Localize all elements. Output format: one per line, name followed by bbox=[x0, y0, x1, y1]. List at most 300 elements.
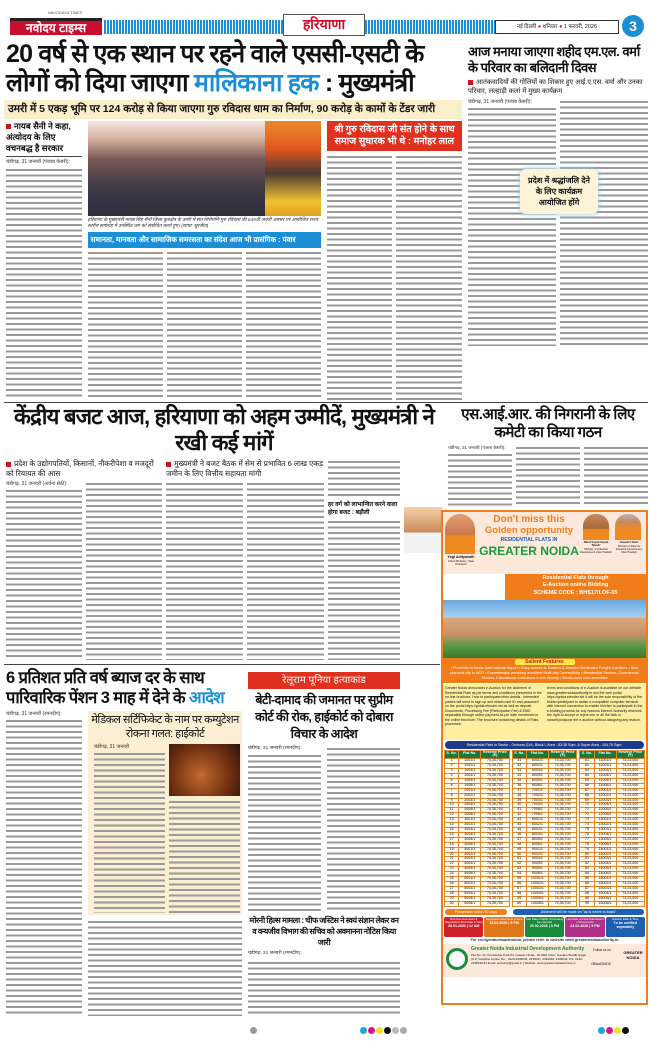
flat-no: 15001/1 bbox=[594, 877, 616, 882]
pension-body-col1 bbox=[6, 718, 82, 1016]
pension-story bbox=[6, 668, 242, 1016]
flat-no: 6002/1 bbox=[526, 764, 548, 769]
gavel-photo bbox=[169, 744, 240, 796]
reserve-price: 74,35,700 bbox=[548, 808, 576, 813]
col-price: Reserve Price (₹) bbox=[616, 750, 644, 759]
sno: 47 bbox=[512, 837, 526, 842]
budget-dateline: चंडीगढ़, 31 जनवरी (अर्चना सेठी): bbox=[6, 481, 68, 487]
minister1-photo bbox=[583, 514, 609, 540]
reserve-price: 74,35,700 bbox=[548, 783, 576, 788]
reserve-price: 74,35,700 bbox=[481, 901, 509, 906]
reserve-price: 74,35,700 bbox=[481, 813, 509, 818]
sno: 1 bbox=[445, 759, 459, 764]
sno: 32 bbox=[512, 764, 526, 769]
greater-noida-logo: GREATER NOIDA bbox=[623, 949, 643, 960]
reserve-price: 73,23,000 bbox=[616, 901, 644, 906]
budget-columns bbox=[6, 459, 442, 660]
sno: 20 bbox=[445, 852, 459, 857]
col-sno: S. No. bbox=[512, 750, 526, 759]
pension-headline-text: 6 प्रतिशत प्रति वर्ष ब्याज दर के साथ पारिवारिक पेंशन 3 माह में देने के bbox=[6, 669, 205, 707]
sno: 30 bbox=[445, 901, 459, 906]
sir-headline: एस.आई.आर. की निगरानी के लिए कमेटी का किया गठन bbox=[461, 406, 635, 441]
budget-body-col3 bbox=[166, 481, 243, 660]
sno: 66 bbox=[580, 783, 594, 788]
sno: 10 bbox=[445, 803, 459, 808]
reserve-price: 73,23,000 bbox=[616, 808, 644, 813]
date-label: Eviction Date & Time bbox=[612, 916, 639, 921]
sno: 17 bbox=[445, 837, 459, 842]
flat-no: 11001/1 bbox=[594, 759, 616, 764]
sno: 26 bbox=[445, 881, 459, 886]
sno: 13 bbox=[445, 818, 459, 823]
sno: 22 bbox=[445, 862, 459, 867]
budget-col1 bbox=[6, 481, 82, 660]
flat-no: 4003/1 bbox=[459, 857, 481, 862]
sno: 12 bbox=[445, 813, 459, 818]
medical-headline: मेडिकल सर्टिफिकेट के नाम पर कम्युटेशन रोकना गलत: हाईकोर्ट bbox=[91, 714, 239, 740]
col-sno: S. No. bbox=[580, 750, 594, 759]
flat-no: 10003/1 bbox=[526, 886, 548, 891]
sno: 72 bbox=[580, 813, 594, 818]
flat-no: 1002/1 bbox=[459, 764, 481, 769]
reserve-price: 74,35,700 bbox=[481, 862, 509, 867]
flat-no: 7002/1 bbox=[526, 793, 548, 798]
reluram-body-col2 bbox=[327, 746, 400, 912]
authority-name: Greater Noida Industrial Development Authority bbox=[471, 945, 585, 952]
reserve-price: 74,35,700 bbox=[548, 803, 576, 808]
flat-no: 9005/1 bbox=[526, 867, 548, 872]
morni-dateline: चंडीगढ़, 31 जनवरी (रमनदीप): bbox=[248, 951, 302, 956]
gnida-advertisement[interactable] bbox=[441, 510, 648, 1005]
reluram-tag: रेलूराम पूनिया हत्याकांड bbox=[248, 672, 400, 689]
reserve-price: 74,35,700 bbox=[481, 788, 509, 793]
reserve-price: 74,35,700 bbox=[548, 828, 576, 833]
ad-footer bbox=[443, 944, 646, 977]
lead-headline-highlight: मालिकाना हक bbox=[193, 69, 319, 97]
sno: 62 bbox=[580, 764, 594, 769]
flat-no: 1006/1 bbox=[459, 783, 481, 788]
sno: 40 bbox=[512, 803, 526, 808]
flat-no: 2001/1 bbox=[459, 788, 481, 793]
page-number: 3 bbox=[622, 15, 644, 37]
flat-no: 5005/1 bbox=[459, 896, 481, 901]
sno: 73 bbox=[580, 818, 594, 823]
sno: 14 bbox=[445, 823, 459, 828]
medical-body-col1 bbox=[94, 751, 165, 913]
reserve-price: 73,23,000 bbox=[616, 857, 644, 862]
flat-no: 3004/1 bbox=[459, 832, 481, 837]
reserve-price: 73,23,000 bbox=[616, 778, 644, 783]
flat-no: 13002/1 bbox=[594, 823, 616, 828]
pension-dateline: चंडीगढ़, 31 जनवरी (रमनदीप): bbox=[6, 711, 62, 717]
reserve-price: 74,35,700 bbox=[481, 818, 509, 823]
flat-no: 6001/1 bbox=[526, 759, 548, 764]
ad-scheme-code: SCHEME CODE : BHS17/LOF-05 bbox=[533, 590, 618, 596]
sno: 70 bbox=[580, 803, 594, 808]
date-value: To be notified separately bbox=[613, 920, 637, 930]
reserve-price: 73,23,000 bbox=[616, 788, 644, 793]
cm-title: Chief Minister, Uttar Pradesh bbox=[447, 558, 475, 567]
sno: 44 bbox=[512, 823, 526, 828]
sno: 63 bbox=[580, 769, 594, 774]
flat-no: 10001/1 bbox=[526, 877, 548, 882]
ad-header bbox=[443, 512, 646, 574]
reserve-price: 74,35,700 bbox=[481, 793, 509, 798]
reserve-price: 73,23,000 bbox=[616, 862, 644, 867]
reserve-price: 74,35,700 bbox=[481, 808, 509, 813]
reserve-price: 73,23,000 bbox=[616, 769, 644, 774]
flat-no: 2003/1 bbox=[459, 798, 481, 803]
red-box-headline: श्री गुरु रविदास जी संत होने के साथ समाज सुधारक भी थे : मनोहर लाल bbox=[327, 121, 462, 151]
flat-no: 12005/1 bbox=[594, 808, 616, 813]
col-price: Reserve Price (₹) bbox=[548, 750, 576, 759]
reserve-price: 74,35,700 bbox=[548, 857, 576, 862]
date-label: Last Date of Final Submission of Documents bbox=[566, 916, 604, 924]
sir-dateline: चंडीगढ़, 31 जनवरी (पंजाब केसरी): bbox=[448, 445, 506, 450]
sno: 6 bbox=[445, 783, 459, 788]
ad-lower bbox=[443, 658, 646, 977]
sno: 80 bbox=[580, 852, 594, 857]
sir-body-col2 bbox=[516, 445, 580, 506]
reserve-price: 74,35,700 bbox=[548, 798, 576, 803]
sno: 16 bbox=[445, 832, 459, 837]
sno: 33 bbox=[512, 769, 526, 774]
flat-no: 15003/1 bbox=[594, 886, 616, 891]
ad-tagline-4: GREATER NOIDA bbox=[479, 544, 579, 558]
sno: 38 bbox=[512, 793, 526, 798]
flat-no: 9002/1 bbox=[526, 852, 548, 857]
sno: 74 bbox=[580, 823, 594, 828]
reserve-price: 74,35,700 bbox=[548, 823, 576, 828]
lead-strap: उमरी में 5 एकड़ भूमि पर 124 करोड़ से किया जाएगा गुरु रविदास धाम का निर्माण, 90 करोड़ के कामों के टेंडर जारी bbox=[4, 100, 462, 119]
date-label: Brochure Download & Registration Start Date & Time bbox=[444, 916, 483, 924]
reserve-price: 74,35,700 bbox=[548, 759, 576, 764]
sno: 79 bbox=[580, 847, 594, 852]
budget-group-4 bbox=[404, 459, 442, 660]
minister1-caption bbox=[579, 541, 613, 554]
lead-body-col3 bbox=[167, 250, 242, 400]
flat-no: 11004/1 bbox=[594, 774, 616, 779]
flat-no: 6005/1 bbox=[526, 778, 548, 783]
sno: 24 bbox=[445, 872, 459, 877]
flat-no: 9006/1 bbox=[526, 872, 548, 877]
sno: 51 bbox=[512, 857, 526, 862]
morni-body bbox=[248, 960, 400, 1016]
flats-table-group bbox=[444, 750, 510, 907]
reserve-price: 73,23,000 bbox=[616, 891, 644, 896]
reserve-price: 74,35,700 bbox=[481, 881, 509, 886]
masthead-small-label: NAVODAYA TIMES bbox=[48, 10, 83, 15]
sno: 54 bbox=[512, 872, 526, 877]
ad-info-left: Greater Noida announces e-Auction for the allotment of Residential Flats as per terms and conditions prescribed in the on-line brochure. How to participate/other details : Interested parties will need to sign up and obtain user ID and password on the portal https://gnida.etender.sbi as well as deposit Documents, Processing Fee (Participation Fee) & EMD separately through online payment as per date mentioned in the online brochure. The brochure containing details of Flats, procedure, bbox=[445, 686, 542, 726]
budget-headline: केंद्रीय बजट आज, हरियाणा को अहम उम्मीदें, मुख्यमंत्री ने रखी कई मांगें bbox=[14, 404, 434, 455]
budget-bullet-2: मुख्यमंत्री ने बजट बैठक में सेम से प्रभावित 6 लाख एकड़ जमीन के लिए वित्तीय सहायता मांगी bbox=[166, 459, 324, 478]
sir-columns bbox=[448, 445, 648, 506]
pension-col2 bbox=[88, 711, 242, 1016]
minister2-caption bbox=[613, 541, 645, 554]
flat-no: 5002/1 bbox=[459, 881, 481, 886]
flat-no: 4001/1 bbox=[459, 847, 481, 852]
flat-no: 8002/1 bbox=[526, 823, 548, 828]
sno: 77 bbox=[580, 837, 594, 842]
medical-body-col2 bbox=[169, 799, 240, 913]
flat-no: 1003/1 bbox=[459, 769, 481, 774]
sno: 9 bbox=[445, 798, 459, 803]
reserve-price: 73,23,000 bbox=[616, 823, 644, 828]
reserve-price: 74,35,700 bbox=[481, 847, 509, 852]
sno: 58 bbox=[512, 891, 526, 896]
flat-no: 4004/1 bbox=[459, 862, 481, 867]
reserve-price: 74,35,700 bbox=[548, 818, 576, 823]
flat-no: 9003/1 bbox=[526, 857, 548, 862]
reserve-price: 73,23,000 bbox=[616, 783, 644, 788]
date-value: 23.02.2026 | 5 PM bbox=[570, 924, 600, 929]
reserve-price: 74,35,700 bbox=[481, 759, 509, 764]
flat-no: 3002/1 bbox=[459, 823, 481, 828]
flat-no: 6004/1 bbox=[526, 774, 548, 779]
lead-body-col2 bbox=[88, 250, 163, 400]
flat-no: 12003/1 bbox=[594, 798, 616, 803]
corrigendum[interactable]: For corrigendum/addendum, please refer to website www.greaternoidaauthority.in bbox=[470, 937, 619, 942]
reserve-price: 74,35,700 bbox=[548, 901, 576, 906]
col-flat: Flat No. bbox=[459, 750, 481, 759]
flat-no: 1004/1 bbox=[459, 774, 481, 779]
reluram-dateline: चंडीगढ़, 31 जनवरी (रमनदीप): bbox=[248, 746, 302, 751]
sno: 4 bbox=[445, 774, 459, 779]
sno: 52 bbox=[512, 862, 526, 867]
flat-no: 11002/1 bbox=[594, 764, 616, 769]
reserve-price: 74,35,700 bbox=[481, 828, 509, 833]
ad-banner-line2: E-Auction online Bidding bbox=[542, 582, 609, 588]
flat-no: 7001/1 bbox=[526, 788, 548, 793]
lead-block bbox=[4, 40, 462, 400]
pension-body-col2 bbox=[88, 919, 242, 1016]
budget-group-2 bbox=[166, 459, 324, 660]
reserve-price: 74,35,700 bbox=[481, 783, 509, 788]
flats-table-group bbox=[579, 750, 645, 907]
table-title: Residential Flats in Sector - Omicron-01A, Block I, Area - 83.38 Sqm. & Super Area - 104.70 Sqm. bbox=[445, 741, 644, 749]
lead-headline bbox=[4, 40, 462, 98]
flat-no: 5003/1 bbox=[459, 886, 481, 891]
reserve-price: 73,23,000 bbox=[616, 881, 644, 886]
flat-no: 3006/1 bbox=[459, 842, 481, 847]
badauli-photo bbox=[404, 507, 442, 553]
lead-headline-text: 20 वर्ष से एक स्थान पर रहने वाले एससी-एसटी के लोगों को दिया जाएगा bbox=[6, 40, 424, 97]
reserve-price: 74,35,700 bbox=[548, 832, 576, 837]
flat-no: 5006/1 bbox=[459, 901, 481, 906]
ad-info bbox=[443, 684, 646, 740]
sir-body-col1 bbox=[448, 452, 512, 507]
sno: 55 bbox=[512, 877, 526, 882]
sno: 75 bbox=[580, 828, 594, 833]
reserve-price: 73,23,000 bbox=[616, 896, 644, 901]
flat-no: 13001/1 bbox=[594, 818, 616, 823]
logo: नवोदय टाइम्स bbox=[10, 18, 102, 35]
reserve-price: 74,35,700 bbox=[481, 764, 509, 769]
flat-no: 15004/1 bbox=[594, 891, 616, 896]
pension-headline bbox=[6, 668, 242, 708]
medical-box bbox=[88, 711, 242, 915]
sno: 78 bbox=[580, 842, 594, 847]
sno: 81 bbox=[580, 857, 594, 862]
social-handle[interactable]: OfficialGNIDA bbox=[591, 961, 611, 966]
features-list: • Proximity to Noida International Airport • Easy access to Eastern & Western Dedicated Freight Corridors • Best planned city in NCR • Expressways providing excellent Multi-city Connectivity • Residential Sectors, Commercial Sectors, Educational Institutions in the Vicinity • World-class civic amenities bbox=[450, 666, 639, 680]
flats-table-group bbox=[512, 750, 578, 907]
reserve-price: 74,35,700 bbox=[481, 837, 509, 842]
right-body-row bbox=[468, 99, 648, 346]
flat-no: 1005/1 bbox=[459, 778, 481, 783]
reserve-price: 74,35,700 bbox=[548, 877, 576, 882]
lead-blue-bar: समानता, मानवता और सामाजिक समरसता का संदेश आज भी प्रासंगिक : पंवार bbox=[88, 232, 321, 248]
day: शनिवार bbox=[542, 24, 558, 30]
cm-caption bbox=[443, 555, 479, 567]
flat-no: 11003/1 bbox=[594, 769, 616, 774]
reluram-columns bbox=[248, 746, 400, 912]
sno: 53 bbox=[512, 867, 526, 872]
sno: 67 bbox=[580, 788, 594, 793]
sno: 57 bbox=[512, 886, 526, 891]
sno: 84 bbox=[580, 872, 594, 877]
flat-no: 6003/1 bbox=[526, 769, 548, 774]
reserve-price: 73,23,000 bbox=[616, 877, 644, 882]
reserve-price: 73,23,000 bbox=[616, 837, 644, 842]
ad-banner bbox=[505, 574, 646, 600]
date-value: 20.02.2026 | 5 PM bbox=[529, 924, 560, 929]
sir-story bbox=[448, 406, 648, 506]
budget-group-3 bbox=[328, 459, 400, 660]
reserve-price: 73,23,000 bbox=[616, 867, 644, 872]
flat-no: 5004/1 bbox=[459, 891, 481, 896]
sno: 3 bbox=[445, 769, 459, 774]
date-label: Last Date of EMD, Processing Fee Deposit bbox=[525, 916, 564, 924]
right-left-column bbox=[468, 99, 556, 346]
sno: 36 bbox=[512, 783, 526, 788]
sno: 86 bbox=[580, 881, 594, 886]
cm-name: Yogi Adityanath bbox=[447, 555, 475, 559]
reserve-price: 73,23,000 bbox=[616, 842, 644, 847]
ad-info-right: terms and conditions of e-Auction is available on our website www.greaternoidaauthority.in and the web portal https://gnida.etender.sbi It will be the sole responsibility of the bidder/participant to obtain a compatible computer terminal with internet connection to enable him/her to participate in the e-bidding process for any reasons thereof. Authority reserves the right to accept or reject one or all the bids or cancel/postpone the e-auction without assigning any reason. bbox=[547, 686, 643, 722]
sno: 71 bbox=[580, 808, 594, 813]
sno: 11 bbox=[445, 808, 459, 813]
flat-no: 2002/1 bbox=[459, 793, 481, 798]
flat-no: 10005/1 bbox=[526, 896, 548, 901]
flat-no: 11005/1 bbox=[594, 778, 616, 783]
possession-badge: Possession within 30 days bbox=[445, 909, 507, 915]
reserve-price: 73,23,000 bbox=[616, 832, 644, 837]
minister1-title: Minister of Industrial Development Uttar Pradesh bbox=[579, 548, 612, 555]
reserve-price: 73,23,000 bbox=[616, 759, 644, 764]
budget-body-col2 bbox=[86, 481, 162, 660]
sno: 61 bbox=[580, 759, 594, 764]
sno: 8 bbox=[445, 793, 459, 798]
date: 1 फरवरी, 2026 bbox=[563, 24, 598, 30]
morni-headline: मोरनी हिल्स मामला : चीफ जस्टिस ने स्वयं संज्ञान लेकर वन व वन्यजीव विभाग की सचिव को अवमानना नोटिस किया जारी bbox=[249, 916, 399, 947]
sno: 25 bbox=[445, 877, 459, 882]
medical-col2 bbox=[169, 744, 240, 913]
reserve-price: 74,35,700 bbox=[548, 764, 576, 769]
reserve-price: 74,35,700 bbox=[481, 877, 509, 882]
flat-no: 14005/1 bbox=[594, 867, 616, 872]
reserve-price: 73,23,000 bbox=[616, 774, 644, 779]
reserve-price: 74,35,700 bbox=[481, 852, 509, 857]
sno: 90 bbox=[580, 901, 594, 906]
speaker-photo bbox=[265, 121, 321, 216]
flat-no: 10002/1 bbox=[526, 881, 548, 886]
flat-no: 13004/1 bbox=[594, 832, 616, 837]
sno: 43 bbox=[512, 818, 526, 823]
col-price: Reserve Price (₹) bbox=[481, 750, 509, 759]
sno: 35 bbox=[512, 778, 526, 783]
sno: 56 bbox=[512, 881, 526, 886]
reserve-price: 74,35,700 bbox=[481, 769, 509, 774]
flat-no: 3003/1 bbox=[459, 828, 481, 833]
section-tab-haryana[interactable]: हरियाणा bbox=[283, 14, 365, 36]
budget-bullet-1: प्रदेश के उद्योगपतियों, किसानों, नौकरीपेशा व मजदूरों को रियायत की आस bbox=[6, 459, 162, 479]
flat-no: 4002/1 bbox=[459, 852, 481, 857]
reserve-price: 74,35,700 bbox=[548, 813, 576, 818]
reserve-price: 74,35,700 bbox=[548, 774, 576, 779]
right-body-col2 bbox=[560, 99, 648, 346]
reserve-price: 74,35,700 bbox=[548, 769, 576, 774]
sno: 83 bbox=[580, 867, 594, 872]
buildings-image bbox=[443, 600, 646, 658]
reserve-price: 74,35,700 bbox=[548, 872, 576, 877]
reserve-price: 74,35,700 bbox=[481, 798, 509, 803]
sno: 88 bbox=[580, 891, 594, 896]
flat-no: 15002/1 bbox=[594, 881, 616, 886]
lead-middle-column bbox=[88, 121, 321, 400]
sno: 23 bbox=[445, 867, 459, 872]
allotment-badge: Allotment will be made on "as is where is basis" bbox=[513, 909, 644, 915]
flat-no: 14001/1 bbox=[594, 847, 616, 852]
flats-table bbox=[444, 750, 645, 907]
reluram-headline: बेटी-दामाद की जमानत पर सुप्रीम कोर्ट की रोक, हाईकोर्ट को दोबारा विचार के आदेश bbox=[255, 693, 393, 741]
features-section bbox=[443, 658, 646, 683]
reserve-price: 74,35,700 bbox=[548, 886, 576, 891]
sno: 7 bbox=[445, 788, 459, 793]
flat-no: 4006/1 bbox=[459, 872, 481, 877]
budget-body-col5 bbox=[328, 459, 400, 499]
sno: 82 bbox=[580, 862, 594, 867]
reserve-price: 74,35,700 bbox=[548, 793, 576, 798]
reserve-price: 73,23,000 bbox=[616, 818, 644, 823]
flat-no: 7003/1 bbox=[526, 798, 548, 803]
reserve-price: 74,35,700 bbox=[548, 881, 576, 886]
minister2-photo bbox=[615, 514, 641, 540]
sno: 39 bbox=[512, 798, 526, 803]
lead-left-column bbox=[6, 121, 82, 400]
flat-no: 9004/1 bbox=[526, 862, 548, 867]
flat-no: 10006/1 bbox=[526, 901, 548, 906]
sno: 85 bbox=[580, 877, 594, 882]
sno: 41 bbox=[512, 808, 526, 813]
reserve-price: 73,23,000 bbox=[616, 847, 644, 852]
flat-no: 8003/1 bbox=[526, 828, 548, 833]
sno: 68 bbox=[580, 793, 594, 798]
sno: 19 bbox=[445, 847, 459, 852]
ad-tagline-3: RESIDENTIAL FLATS IN bbox=[500, 537, 558, 543]
sir-body-col3 bbox=[584, 445, 648, 506]
col-flat: Flat No. bbox=[526, 750, 548, 759]
sno: 18 bbox=[445, 842, 459, 847]
budget-subhead: हर वर्ग को लाभान्वित करने वाला होगा बजट : बड़ौली bbox=[328, 502, 398, 516]
budget-group-1-body bbox=[6, 481, 162, 660]
lead-side-bullet: नायब सैनी ने कहा, अंत्योदय के लिए वचनबद्ध है सरकार bbox=[6, 121, 82, 154]
city: नई दिल्ली bbox=[516, 24, 537, 30]
flat-no: 13003/1 bbox=[594, 828, 616, 833]
reserve-price: 73,23,000 bbox=[616, 798, 644, 803]
sno: 15 bbox=[445, 828, 459, 833]
